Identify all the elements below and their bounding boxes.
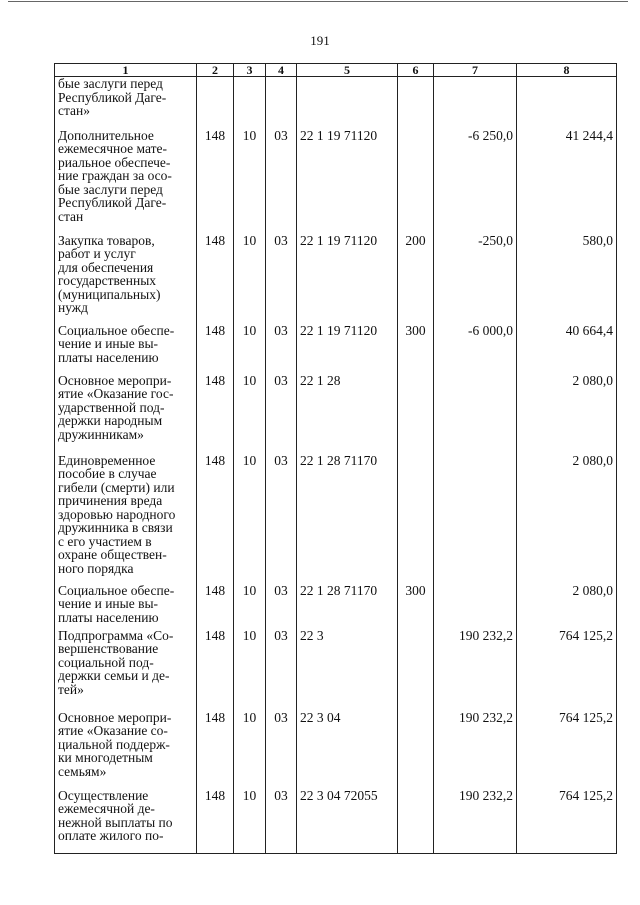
cell-c8 (517, 324, 617, 374)
cell-c6 (398, 454, 434, 584)
cell-value: 22 3 04 72055 (300, 787, 378, 803)
budget-table (54, 63, 617, 854)
cell-c8 (517, 789, 617, 854)
cell-value: -6 000,0 (468, 322, 513, 338)
cell-value: 148 (204, 127, 226, 143)
cell-c5 (297, 789, 398, 854)
cell-c8 (517, 129, 617, 234)
cell-c3 (234, 629, 266, 711)
cell-c3 (234, 711, 266, 789)
table-row (55, 629, 617, 711)
cell-c6 (398, 374, 434, 454)
cell-c3 (234, 234, 266, 324)
row-name-cell (55, 711, 197, 789)
cell-c7 (434, 324, 517, 374)
cell-c5 (297, 77, 398, 129)
cell-c3 (234, 77, 266, 129)
cell-value: 22 3 04 (300, 709, 341, 725)
cell-value: 10 (242, 582, 257, 598)
column-header-1: 1 (55, 64, 197, 77)
cell-value: 03 (274, 322, 288, 338)
row-name-text: Подпрограмма «Со- вершенствование социальной под- держки семьи и де- тей» (58, 627, 174, 697)
cell-c3 (234, 324, 266, 374)
cell-c6 (398, 711, 434, 789)
column-header-3: 3 (234, 64, 266, 77)
row-name-cell (55, 324, 197, 374)
cell-value: 40 664,4 (565, 322, 613, 338)
table-row (55, 584, 617, 629)
cell-value: 10 (242, 787, 257, 803)
cell-c5 (297, 711, 398, 789)
row-name-text: Основное меропри- ятие «Оказание гос- ударственной под- держки народным дружинникам» (58, 372, 174, 442)
cell-c4 (266, 234, 297, 324)
table-row (55, 711, 617, 789)
cell-value: 148 (204, 787, 226, 803)
cell-c7 (434, 234, 517, 324)
table-row (55, 789, 617, 854)
cell-value: 764 125,2 (559, 709, 613, 725)
column-header-5: 5 (297, 64, 398, 77)
cell-c4 (266, 711, 297, 789)
cell-value: 148 (204, 452, 226, 468)
table-row (55, 374, 617, 454)
cell-value: 764 125,2 (559, 627, 613, 643)
cell-value: 2 080,0 (572, 372, 613, 388)
cell-c3 (234, 374, 266, 454)
table-row (55, 454, 617, 584)
cell-c8 (517, 711, 617, 789)
cell-value: 148 (204, 582, 226, 598)
cell-value: 22 1 28 (300, 372, 341, 388)
cell-c5 (297, 324, 398, 374)
cell-value: 190 232,2 (459, 627, 513, 643)
cell-c5 (297, 234, 398, 324)
cell-c7 (434, 584, 517, 629)
cell-c2 (197, 629, 234, 711)
cell-c4 (266, 454, 297, 584)
cell-value: 300 (405, 322, 426, 338)
cell-value: 22 1 19 71120 (300, 322, 378, 338)
table-body (55, 77, 617, 854)
cell-value: 03 (274, 787, 288, 803)
column-header-6: 6 (398, 64, 434, 77)
cell-c6 (398, 77, 434, 129)
cell-c2 (197, 374, 234, 454)
cell-value: 10 (242, 127, 257, 143)
cell-c3 (234, 129, 266, 234)
cell-value: 580,0 (582, 232, 613, 248)
row-name-text: бые заслуги перед Республикой Даге- стан» (58, 76, 167, 118)
cell-c4 (266, 584, 297, 629)
cell-c4 (266, 789, 297, 854)
row-name-text: Социальное обеспе- чение и иные вы- платы населению (58, 322, 175, 365)
cell-value: 22 1 19 71120 (300, 127, 378, 143)
cell-value: 148 (204, 709, 226, 725)
row-name-cell (55, 77, 197, 129)
cell-value: 10 (242, 709, 257, 725)
cell-value: 200 (405, 232, 426, 248)
cell-c8 (517, 454, 617, 584)
table-row (55, 324, 617, 374)
cell-value: 03 (274, 127, 288, 143)
cell-value: 22 1 28 71170 (300, 452, 378, 468)
cell-c8 (517, 374, 617, 454)
cell-c2 (197, 324, 234, 374)
cell-c7 (434, 77, 517, 129)
cell-value: 03 (274, 232, 288, 248)
cell-c8 (517, 234, 617, 324)
cell-c5 (297, 629, 398, 711)
cell-c3 (234, 584, 266, 629)
cell-c6 (398, 789, 434, 854)
scan-edge-line (8, 1, 628, 2)
cell-c6 (398, 584, 434, 629)
row-name-text: Осуществление ежемесячной де- нежной выплаты по оплате жилого по- (58, 787, 173, 843)
cell-value: 190 232,2 (459, 709, 513, 725)
cell-c2 (197, 584, 234, 629)
cell-c5 (297, 374, 398, 454)
cell-value: 764 125,2 (559, 787, 613, 803)
cell-c7 (434, 454, 517, 584)
cell-value: 2 080,0 (572, 452, 613, 468)
cell-c8 (517, 77, 617, 129)
row-name-cell (55, 789, 197, 854)
cell-c6 (398, 234, 434, 324)
row-name-text: Социальное обеспе- чение и иные вы- платы населению (58, 582, 175, 625)
cell-value: 41 244,4 (565, 127, 613, 143)
cell-c3 (234, 789, 266, 854)
cell-c4 (266, 629, 297, 711)
header-row (55, 64, 617, 77)
cell-value: 300 (405, 582, 426, 598)
cell-value: 148 (204, 232, 226, 248)
cell-c7 (434, 711, 517, 789)
cell-c2 (197, 454, 234, 584)
cell-value: 22 1 28 71170 (300, 582, 378, 598)
row-name-cell (55, 234, 197, 324)
row-name-cell (55, 129, 197, 234)
page-number: 191 (310, 33, 330, 48)
cell-c2 (197, 129, 234, 234)
cell-c6 (398, 129, 434, 234)
cell-c8 (517, 629, 617, 711)
cell-value: 148 (204, 627, 226, 643)
row-name-text: Дополнительное ежемесячное мате- риальное обеспече- ние граждан за осо- бые заслуги перед Республикой Даге- стан (58, 127, 172, 224)
cell-value: 22 3 (300, 627, 324, 643)
cell-c8 (517, 584, 617, 629)
cell-c5 (297, 584, 398, 629)
cell-c7 (434, 129, 517, 234)
row-name-cell (55, 374, 197, 454)
column-header-2: 2 (197, 64, 234, 77)
cell-value: 03 (274, 709, 288, 725)
cell-value: 10 (242, 232, 257, 248)
cell-c2 (197, 77, 234, 129)
cell-value: 22 1 19 71120 (300, 232, 378, 248)
cell-value: -6 250,0 (468, 127, 513, 143)
cell-c4 (266, 324, 297, 374)
row-name-text: Основное меропри- ятие «Оказание со- циальной поддерж- ки многодетным семьям» (58, 709, 172, 779)
cell-value: 03 (274, 372, 288, 388)
cell-c5 (297, 129, 398, 234)
cell-value: 03 (274, 452, 288, 468)
cell-c4 (266, 374, 297, 454)
cell-value: 03 (274, 627, 288, 643)
cell-c3 (234, 454, 266, 584)
cell-c2 (197, 234, 234, 324)
cell-c2 (197, 789, 234, 854)
cell-value: 10 (242, 322, 257, 338)
cell-value: 10 (242, 627, 257, 643)
table-row (55, 129, 617, 234)
table-row (55, 77, 617, 129)
cell-value: -250,0 (478, 232, 513, 248)
cell-c2 (197, 711, 234, 789)
row-name-text: Единовременное пособие в случае гибели (смерти) или причинения вреда здоровью народного дружинника в связи с его участием в охране обществен- ного порядка (58, 452, 176, 576)
cell-c7 (434, 629, 517, 711)
cell-c4 (266, 77, 297, 129)
cell-value: 10 (242, 452, 257, 468)
cell-value: 148 (204, 322, 226, 338)
cell-value: 10 (242, 372, 257, 388)
cell-value: 148 (204, 372, 226, 388)
cell-value: 03 (274, 582, 288, 598)
row-name-cell (55, 629, 197, 711)
cell-c5 (297, 454, 398, 584)
cell-value: 2 080,0 (572, 582, 613, 598)
row-name-text: Закупка товаров, работ и услуг для обеспечения государственных (муниципальных) нужд (58, 232, 161, 315)
table-row (55, 234, 617, 324)
row-name-cell (55, 584, 197, 629)
column-header-8: 8 (517, 64, 617, 77)
column-header-4: 4 (266, 64, 297, 77)
cell-c7 (434, 374, 517, 454)
column-header-7: 7 (434, 64, 517, 77)
cell-c6 (398, 324, 434, 374)
cell-c6 (398, 629, 434, 711)
cell-value: 190 232,2 (459, 787, 513, 803)
row-name-cell (55, 454, 197, 584)
cell-c4 (266, 129, 297, 234)
cell-c7 (434, 789, 517, 854)
